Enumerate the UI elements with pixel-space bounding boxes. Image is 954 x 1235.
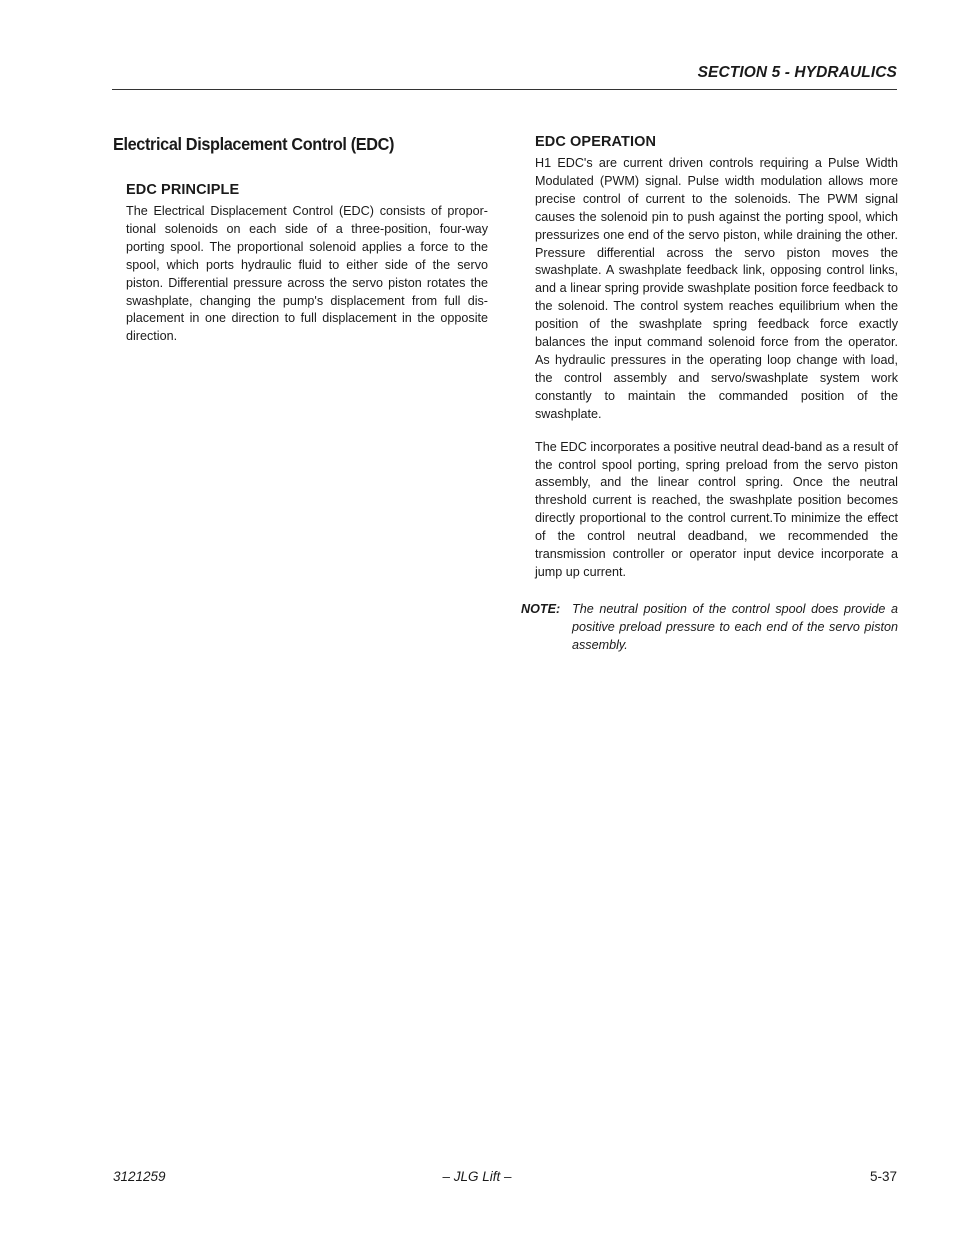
edc-operation-paragraph-1: H1 EDC's are current driven controls requiring a Pulse Width Modulated (PWM) signal. Pulse width modulation allows more precise control of current to the solenoids. The PWM signal causes the solenoid pin to push against the porting spool, which pressurizes one end of the servo piston, while draining the other. Pressure differential across the servo piston moves the swashplate. A swashplate feedback link, opposing control links, and a linear spring provide swashplate position force feedback to the solenoid. The control system reaches equilibrium when the position of the swashplate spring feedback force exactly balances the input command solenoid force from the operator. As hydraulic pressures in the operating loop change with load, the control assembly and servo/swashplate system work constantly to maintain the commanded position of the swashplate. xyxy=(535,156,898,421)
footer-page-number: 5-37 xyxy=(869,1169,897,1184)
edc-principle-heading: EDC PRINCIPLE xyxy=(126,182,240,198)
left-column xyxy=(113,134,491,346)
edc-principle-paragraph: The Electrical Displacement Control (EDC) consists of proportional solenoids on each side of a three-position, four-way porting spool. The proportional solenoid applies a force to the spool, which ports hydraulic fluid to either side of the servo piston. Differential pressure across the servo piston rotates the swashplate, changing the pump's displacement from full displacement in one direction to full displacement in the opposite direction. xyxy=(126,204,488,344)
note-text: The neutral position of the control spool does provide a positive preload pressure to each end of the servo piston assembly. xyxy=(572,602,898,652)
right-column xyxy=(535,134,898,582)
note-block xyxy=(521,601,898,655)
header-rule xyxy=(112,89,897,90)
note-label: NOTE: xyxy=(521,602,561,616)
section-title: SECTION 5 - HYDRAULICS xyxy=(697,64,897,81)
edc-operation-heading: EDC OPERATION xyxy=(535,134,657,150)
edc-operation-paragraph-2: The EDC incorporates a positive neutral dead-band as a result of the control spool porting, spring preload from the servo piston assembly, and the linear control spring. Once the neutral threshold current is reached, the swashplate position becomes directly proportional to the control current.To minimize the effect of the control neutral deadband, we recommended the transmission controller or operator input device incorporate a jump up current. xyxy=(535,439,898,579)
footer-center-text: – JLG Lift – xyxy=(442,1169,512,1184)
main-heading: Electrical Displacement Control (EDC) xyxy=(113,134,395,154)
footer-doc-number: 3121259 xyxy=(113,1169,166,1184)
